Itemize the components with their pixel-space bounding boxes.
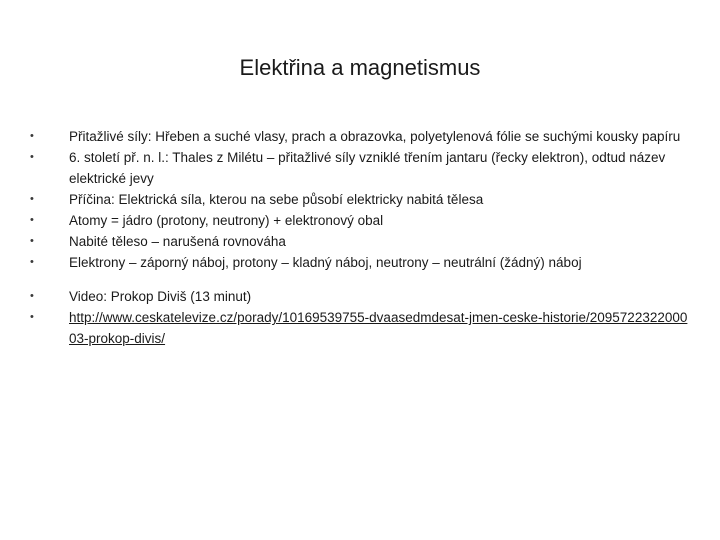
bullet-icon: • [30,151,34,163]
bullet-icon: • [30,311,34,323]
bullet-item [30,189,690,210]
bullet-text: Nabité těleso – narušená rovnováha [69,234,286,249]
video-bullet [30,286,690,307]
link-bullet [30,307,690,349]
bullet-item [30,126,690,147]
spacer [30,273,690,286]
bullet-item [30,210,690,231]
bullet-icon: • [30,214,34,226]
bullet-text: 6. století př. n. l.: Thales z Milétu – přitažlivé síly vzniklé třením jantaru (řecky elektron), odtud název elektrické jevy [69,150,666,186]
bullet-item [30,147,690,189]
bullet-text: Příčina: Elektrická síla, kterou na sebe působí elektricky nabitá tělesa [69,192,484,207]
bullet-icon: • [30,130,34,142]
bullet-icon: • [30,193,34,205]
bullet-icon: • [30,290,34,302]
slide-title: Elektřina a magnetismus [239,55,481,80]
bullet-icon: • [30,235,34,247]
bullet-text: Atomy = jádro (protony, neutrony) + elektronový obal [69,213,384,228]
video-label: Video: Prokop Diviš (13 minut) [69,289,252,304]
bullet-text: Elektrony – záporný náboj, protony – kladný náboj, neutrony – neutrální (žádný) náboj [69,255,582,270]
video-link[interactable]: http://www.ceskatelevize.cz/porady/10169539755-dvaasedmdesat-jmen-ceske-historie/209572232200003-prokop-divis/ [69,310,688,346]
bullet-item [30,252,690,273]
bullet-text: Přitažlivé síly: Hřeben a suché vlasy, prach a obrazovka, polyetylenová fólie se suchými kousky papíru [69,129,681,144]
bullet-list [30,126,690,349]
bullet-item [30,231,690,252]
bullet-icon: • [30,256,34,268]
